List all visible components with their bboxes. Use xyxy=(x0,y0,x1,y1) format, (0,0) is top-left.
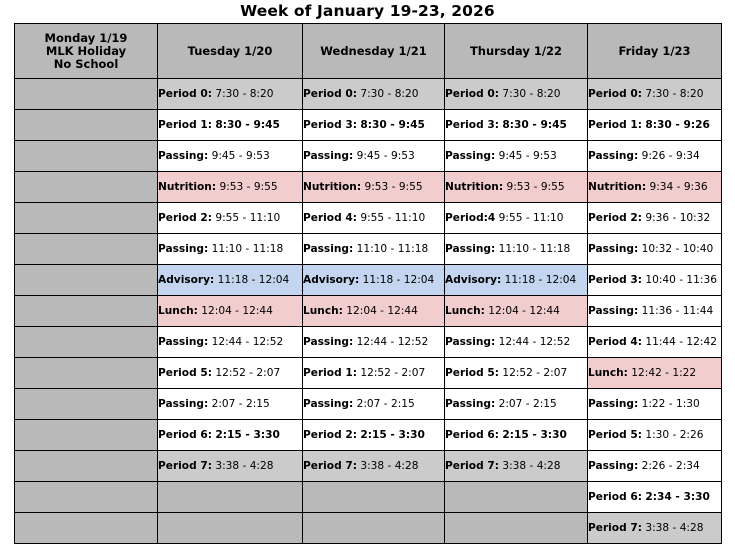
schedule-cell-tuesday xyxy=(158,389,303,420)
column-header-line: Monday 1/19 xyxy=(44,30,128,45)
period-time: 12:52 - 2:07 xyxy=(360,367,426,379)
period-label: Passing: xyxy=(445,150,496,162)
column-header-monday xyxy=(15,24,158,79)
schedule-cell-tuesday xyxy=(158,234,303,265)
table-header xyxy=(15,24,722,79)
period-label: Period 1: xyxy=(588,119,642,131)
schedule-cell-thursday xyxy=(445,79,588,110)
schedule-cell-friday xyxy=(588,172,722,203)
period-label: Period 2: xyxy=(588,212,642,224)
period-time: 2:07 - 2:15 xyxy=(498,398,557,410)
column-header-line: Wednesday 1/21 xyxy=(320,43,427,58)
page-title: Week of January 19-23, 2026 xyxy=(240,2,495,20)
period-time: 2:15 - 3:30 xyxy=(215,429,280,441)
schedule-cell-friday xyxy=(588,327,722,358)
schedule-cell-monday xyxy=(15,482,158,513)
period-label: Period 0: xyxy=(445,88,499,100)
schedule-cell-tuesday xyxy=(158,79,303,110)
schedule-cell-monday xyxy=(15,203,158,234)
table-row xyxy=(15,172,722,203)
period-label: Lunch: xyxy=(303,305,343,317)
period-time: 9:53 - 9:55 xyxy=(364,181,423,193)
period-label: Passing: xyxy=(158,336,209,348)
period-label: Period 5: xyxy=(445,367,499,379)
schedule-cell-wednesday xyxy=(303,451,445,482)
schedule-cell-tuesday xyxy=(158,110,303,141)
period-label: Passing: xyxy=(303,336,354,348)
schedule-cell-tuesday xyxy=(158,327,303,358)
schedule-cell-thursday xyxy=(445,203,588,234)
schedule-cell-wednesday xyxy=(303,296,445,327)
period-label: Passing: xyxy=(445,398,496,410)
table-body xyxy=(15,79,722,544)
schedule-cell-thursday xyxy=(445,358,588,389)
column-header-line: Thursday 1/22 xyxy=(469,43,563,58)
schedule-cell-thursday xyxy=(445,451,588,482)
period-time: 9:34 - 9:36 xyxy=(649,181,708,193)
schedule-cell-wednesday xyxy=(303,482,445,513)
period-time: 11:18 - 12:04 xyxy=(362,274,435,286)
period-label: Lunch: xyxy=(158,305,198,317)
period-time: 10:32 - 10:40 xyxy=(641,243,714,255)
schedule-cell-friday xyxy=(588,110,722,141)
period-time: 3:38 - 4:28 xyxy=(360,460,419,472)
period-time: 9:36 - 10:32 xyxy=(645,212,711,224)
period-label: Period 3: xyxy=(588,274,642,286)
period-label: Advisory: xyxy=(158,274,215,286)
schedule-cell-monday xyxy=(15,234,158,265)
schedule-cell-wednesday xyxy=(303,141,445,172)
period-label: Period 6: xyxy=(158,429,212,441)
period-time: 12:52 - 2:07 xyxy=(215,367,281,379)
schedule-cell-friday xyxy=(588,234,722,265)
period-label: Advisory: xyxy=(445,274,502,286)
period-time: 11:36 - 11:44 xyxy=(641,305,714,317)
schedule-cell-friday xyxy=(588,79,722,110)
period-time: 2:34 - 3:30 xyxy=(645,491,710,503)
period-label: Passing: xyxy=(588,150,639,162)
schedule-cell-monday xyxy=(15,110,158,141)
schedule-cell-monday xyxy=(15,79,158,110)
period-label: Period 2: xyxy=(158,212,212,224)
period-label: Period 4: xyxy=(303,212,357,224)
period-time: 8:30 - 9:26 xyxy=(645,119,710,131)
weekly-schedule-table xyxy=(14,23,722,544)
table-row xyxy=(15,327,722,358)
period-label: Period 5: xyxy=(158,367,212,379)
schedule-cell-thursday xyxy=(445,513,588,544)
period-label: Nutrition: xyxy=(303,181,362,193)
period-time: 2:15 - 3:30 xyxy=(502,429,567,441)
schedule-cell-thursday xyxy=(445,234,588,265)
schedule-cell-wednesday xyxy=(303,79,445,110)
period-time: 11:10 - 11:18 xyxy=(356,243,429,255)
period-label: Passing: xyxy=(588,243,639,255)
period-label: Period 4: xyxy=(588,336,642,348)
schedule-cell-wednesday xyxy=(303,358,445,389)
schedule-cell-wednesday xyxy=(303,420,445,451)
schedule-cell-friday xyxy=(588,389,722,420)
schedule-cell-monday xyxy=(15,265,158,296)
schedule-cell-wednesday xyxy=(303,234,445,265)
period-label: Period 0: xyxy=(588,88,642,100)
period-time: 12:44 - 12:52 xyxy=(211,336,284,348)
schedule-cell-monday xyxy=(15,420,158,451)
period-time: 12:52 - 2:07 xyxy=(502,367,568,379)
table-row xyxy=(15,451,722,482)
schedule-cell-tuesday xyxy=(158,203,303,234)
period-time: 12:04 - 12:44 xyxy=(488,305,560,317)
period-label: Period 3: xyxy=(303,119,357,131)
table-row xyxy=(15,513,722,544)
schedule-cell-tuesday xyxy=(158,172,303,203)
period-time: 8:30 - 9:45 xyxy=(360,119,425,131)
column-header-wednesday xyxy=(303,24,445,79)
period-label: Period 7: xyxy=(158,460,212,472)
period-time: 7:30 - 8:20 xyxy=(645,88,704,100)
table-row xyxy=(15,203,722,234)
schedule-cell-friday xyxy=(588,203,722,234)
schedule-cell-wednesday xyxy=(303,389,445,420)
schedule-cell-thursday xyxy=(445,141,588,172)
schedule-cell-tuesday xyxy=(158,265,303,296)
period-time: 7:30 - 8:20 xyxy=(360,88,419,100)
period-label: Period 6: xyxy=(445,429,499,441)
period-time: 3:38 - 4:28 xyxy=(502,460,561,472)
period-time: 1:22 - 1:30 xyxy=(641,398,700,410)
period-time: 9:26 - 9:34 xyxy=(641,150,700,162)
period-label: Period 5: xyxy=(588,429,642,441)
period-time: 2:26 - 2:34 xyxy=(641,460,700,472)
schedule-cell-monday xyxy=(15,358,158,389)
period-time: 8:30 - 9:45 xyxy=(502,119,567,131)
period-time: 11:10 - 11:18 xyxy=(498,243,571,255)
schedule-cell-tuesday xyxy=(158,513,303,544)
period-time: 7:30 - 8:20 xyxy=(215,88,274,100)
period-label: Passing: xyxy=(158,243,209,255)
schedule-cell-thursday xyxy=(445,296,588,327)
period-label: Nutrition: xyxy=(158,181,217,193)
schedule-cell-tuesday xyxy=(158,482,303,513)
schedule-cell-tuesday xyxy=(158,141,303,172)
period-time: 9:55 - 11:10 xyxy=(215,212,281,224)
table-row xyxy=(15,265,722,296)
schedule-cell-friday xyxy=(588,141,722,172)
table-row xyxy=(15,79,722,110)
period-time: 3:38 - 4:28 xyxy=(645,522,704,534)
column-header-tuesday xyxy=(158,24,303,79)
schedule-cell-tuesday xyxy=(158,358,303,389)
period-label: Period 1: xyxy=(158,119,212,131)
period-label: Period 7: xyxy=(588,522,642,534)
schedule-cell-monday xyxy=(15,389,158,420)
schedule-cell-thursday xyxy=(445,265,588,296)
table-row xyxy=(15,389,722,420)
schedule-cell-monday xyxy=(15,327,158,358)
period-time: 3:38 - 4:28 xyxy=(215,460,274,472)
schedule-cell-wednesday xyxy=(303,513,445,544)
period-time: 12:44 - 12:52 xyxy=(498,336,571,348)
schedule-cell-monday xyxy=(15,451,158,482)
schedule-cell-monday xyxy=(15,296,158,327)
period-time: 11:18 - 12:04 xyxy=(504,274,577,286)
column-header-line: MLK Holiday xyxy=(45,43,127,58)
schedule-cell-monday xyxy=(15,141,158,172)
period-label: Period 6: xyxy=(588,491,642,503)
period-label: Nutrition: xyxy=(445,181,504,193)
schedule-cell-thursday xyxy=(445,389,588,420)
period-time: 12:42 - 1:22 xyxy=(631,367,697,379)
period-label: Passing: xyxy=(588,460,639,472)
table-row xyxy=(15,482,722,513)
period-label: Lunch: xyxy=(445,305,485,317)
period-label: Passing: xyxy=(303,398,354,410)
schedule-cell-friday xyxy=(588,296,722,327)
schedule-cell-monday xyxy=(15,513,158,544)
period-label: Period 1: xyxy=(303,367,357,379)
table-row xyxy=(15,141,722,172)
period-time: 12:44 - 12:52 xyxy=(356,336,429,348)
schedule-cell-thursday xyxy=(445,482,588,513)
schedule-cell-thursday xyxy=(445,110,588,141)
period-label: Passing: xyxy=(303,150,354,162)
period-time: 9:45 - 9:53 xyxy=(356,150,415,162)
period-label: Period:4 xyxy=(445,212,496,224)
schedule-cell-wednesday xyxy=(303,265,445,296)
period-label: Advisory: xyxy=(303,274,360,286)
period-time: 7:30 - 8:20 xyxy=(502,88,561,100)
column-header-thursday xyxy=(445,24,588,79)
schedule-cell-friday xyxy=(588,358,722,389)
period-time: 11:10 - 11:18 xyxy=(211,243,284,255)
period-label: Passing: xyxy=(158,150,209,162)
period-time: 9:55 - 11:10 xyxy=(360,212,426,224)
table-row xyxy=(15,420,722,451)
period-label: Period 2: xyxy=(303,429,357,441)
period-label: Passing: xyxy=(588,305,639,317)
column-header-line: Friday 1/23 xyxy=(618,43,691,58)
period-label: Period 7: xyxy=(445,460,499,472)
schedule-cell-monday xyxy=(15,172,158,203)
schedule-cell-tuesday xyxy=(158,451,303,482)
schedule-cell-thursday xyxy=(445,172,588,203)
period-time: 9:53 - 9:55 xyxy=(219,181,278,193)
column-header-line: Tuesday 1/20 xyxy=(187,43,273,58)
period-label: Passing: xyxy=(303,243,354,255)
period-time: 11:18 - 12:04 xyxy=(217,274,290,286)
period-label: Period 0: xyxy=(303,88,357,100)
schedule-cell-wednesday xyxy=(303,203,445,234)
period-time: 2:07 - 2:15 xyxy=(356,398,415,410)
period-label: Period 0: xyxy=(158,88,212,100)
period-label: Nutrition: xyxy=(588,181,647,193)
schedule-cell-thursday xyxy=(445,327,588,358)
schedule-cell-thursday xyxy=(445,420,588,451)
table-row xyxy=(15,110,722,141)
period-time: 12:04 - 12:44 xyxy=(346,305,418,317)
period-label: Period 7: xyxy=(303,460,357,472)
table-row xyxy=(15,358,722,389)
schedule-cell-friday xyxy=(588,482,722,513)
period-time: 10:40 - 11:36 xyxy=(645,274,717,286)
period-time: 8:30 - 9:45 xyxy=(215,119,280,131)
schedule-cell-friday xyxy=(588,420,722,451)
period-time: 2:15 - 3:30 xyxy=(360,429,425,441)
schedule-cell-friday xyxy=(588,265,722,296)
period-time: 9:45 - 9:53 xyxy=(211,150,270,162)
column-header-line: No School xyxy=(53,56,119,71)
period-time: 11:44 - 12:42 xyxy=(645,336,717,348)
schedule-cell-wednesday xyxy=(303,327,445,358)
period-time: 12:04 - 12:44 xyxy=(201,305,273,317)
table-row xyxy=(15,296,722,327)
period-time: 9:53 - 9:55 xyxy=(506,181,565,193)
table-row xyxy=(15,234,722,265)
period-time: 2:07 - 2:15 xyxy=(211,398,270,410)
schedule-cell-friday xyxy=(588,513,722,544)
period-time: 9:55 - 11:10 xyxy=(498,212,564,224)
schedule-cell-wednesday xyxy=(303,110,445,141)
period-label: Lunch: xyxy=(588,367,628,379)
header-row xyxy=(15,24,722,79)
period-label: Passing: xyxy=(588,398,639,410)
period-label: Period 3: xyxy=(445,119,499,131)
period-label: Passing: xyxy=(445,243,496,255)
period-label: Passing: xyxy=(445,336,496,348)
schedule-cell-friday xyxy=(588,451,722,482)
column-header-friday xyxy=(588,24,722,79)
schedule-cell-wednesday xyxy=(303,172,445,203)
schedule-cell-tuesday xyxy=(158,420,303,451)
schedule-cell-tuesday xyxy=(158,296,303,327)
period-time: 9:45 - 9:53 xyxy=(498,150,557,162)
period-label: Passing: xyxy=(158,398,209,410)
period-time: 1:30 - 2:26 xyxy=(645,429,704,441)
